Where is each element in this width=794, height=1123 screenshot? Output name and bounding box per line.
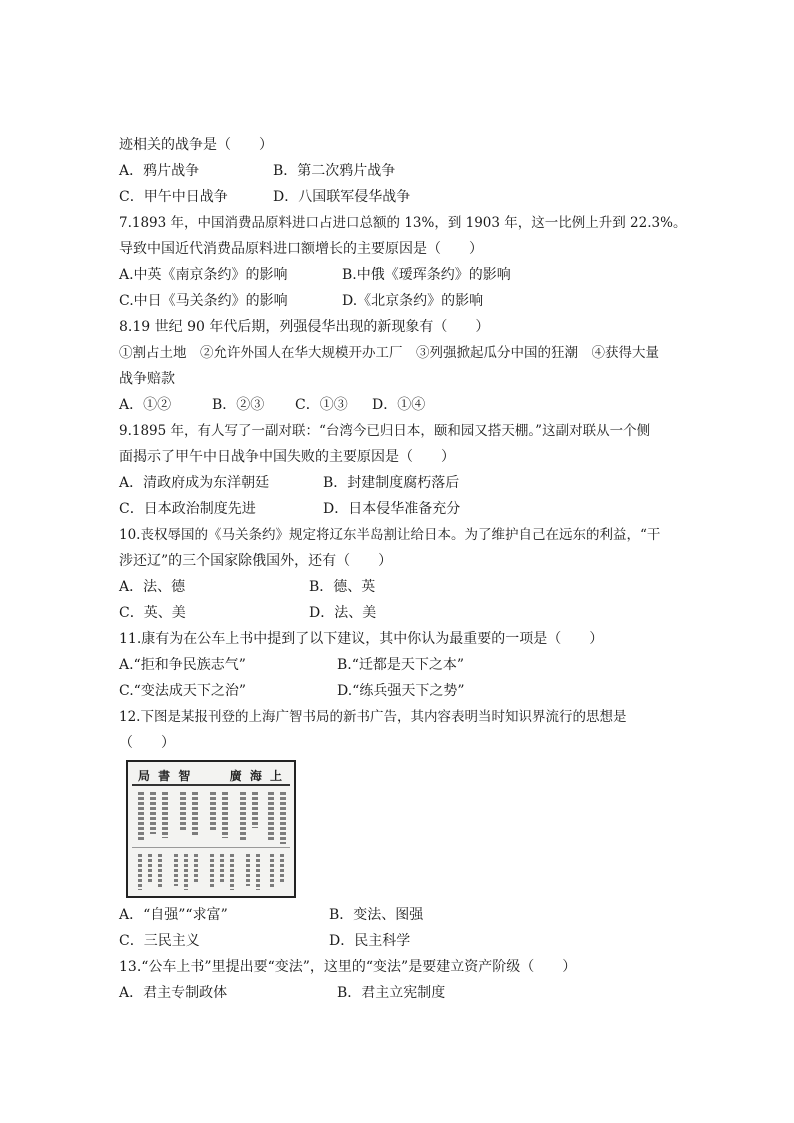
q11-stem: 11.康有为在公车上书中提到了以下建议，其中你认为最重要的一项是（ ） bbox=[119, 631, 604, 647]
ad-text-column bbox=[256, 854, 260, 890]
ad-text-column bbox=[280, 854, 284, 884]
ad-divider bbox=[132, 847, 290, 848]
q12-stem-line1: 12.下图是某报刊登的上海广智书局的新书广告，其内容表明当时知识界流行的思想是 bbox=[119, 709, 627, 725]
q8-option-b: B．②③ bbox=[212, 397, 265, 413]
q10-option-b: B．德、英 bbox=[309, 579, 376, 595]
q6-stem-tail: 迹相关的战争是（ ） bbox=[119, 137, 273, 153]
ad-text-column bbox=[268, 792, 274, 842]
q9-option-a: A．清政府成为东洋朝廷 bbox=[119, 475, 270, 491]
q9-option-d: D．日本侵华准备充分 bbox=[323, 501, 461, 517]
advertisement-header-right: 廣 海 上 bbox=[229, 768, 284, 783]
q6-option-c: C．甲午中日战争 bbox=[119, 189, 228, 205]
q11-option-c: C.“变法成天下之治” bbox=[119, 683, 246, 699]
q6-option-d: D．八国联军侵华战争 bbox=[273, 189, 411, 205]
ad-text-column bbox=[220, 854, 224, 884]
ad-text-column bbox=[150, 792, 156, 834]
q10-option-d: D．法、美 bbox=[309, 605, 377, 621]
q10-option-a: A．法、德 bbox=[119, 579, 186, 595]
q9-option-b: B．封建制度腐朽落后 bbox=[323, 475, 460, 491]
ad-text-column bbox=[148, 854, 152, 884]
ad-text-column bbox=[252, 792, 258, 828]
q12-option-d: D．民主科学 bbox=[329, 933, 411, 949]
q6-option-a: A．鸦片战争 bbox=[119, 163, 200, 179]
q6-option-b: B．第二次鸦片战争 bbox=[273, 163, 396, 179]
q7-option-c: C.中日《马关条约》的影响 bbox=[119, 293, 288, 309]
q9-stem-line2: 面揭示了甲午中日战争中国失败的主要原因是（ ） bbox=[119, 449, 455, 465]
q8-statements-line2: 战争赔款 bbox=[119, 371, 175, 387]
ad-text-column bbox=[138, 854, 142, 890]
advertisement-header bbox=[132, 766, 290, 786]
q7-stem-line2: 导致中国近代消费品原料进口额增长的主要原因是（ ） bbox=[119, 241, 483, 257]
q9-option-c: C．日本政治制度先进 bbox=[119, 501, 256, 517]
bookstore-advertisement-image bbox=[126, 760, 296, 898]
ad-text-column bbox=[240, 792, 246, 840]
q12-option-b: B．变法、图强 bbox=[329, 907, 424, 923]
q11-option-d: D.“练兵强天下之势” bbox=[337, 683, 465, 699]
q10-stem-line2: 涉还辽”的三个国家除俄国外，还有（ ） bbox=[119, 553, 393, 569]
q12-stem-line2: （ ） bbox=[119, 735, 175, 751]
ad-text-column bbox=[246, 854, 250, 886]
ad-text-column bbox=[210, 854, 214, 888]
q10-stem-line1: 10.丧权辱国的《马关条约》规定将辽东半岛割让给日本。为了维护自己在远东的利益，“干 bbox=[119, 527, 661, 543]
q12-option-c: C．三民主义 bbox=[119, 933, 200, 949]
q13-stem: 13.“公车上书”里提出要“变法”，这里的“变法”是要建立资产阶级（ ） bbox=[119, 959, 577, 975]
ad-text-column bbox=[158, 854, 162, 888]
ad-text-column bbox=[230, 854, 234, 890]
q7-option-b: B.中俄《瑷珲条约》的影响 bbox=[342, 267, 511, 283]
ad-text-column bbox=[192, 792, 198, 836]
q7-option-d: D.《北京条约》的影响 bbox=[342, 293, 484, 309]
q10-option-c: C．英、美 bbox=[119, 605, 186, 621]
q13-option-a: A．君主专制政体 bbox=[119, 985, 228, 1001]
ad-text-column bbox=[194, 854, 198, 882]
q7-stem-line1: 7.1893 年，中国消费品原料进口占进口总额的 13%，到 1903 年，这一比例上升到 22.3%。 bbox=[119, 215, 687, 231]
ad-text-column bbox=[222, 792, 228, 838]
ad-text-column bbox=[184, 854, 188, 890]
q8-option-d: D．①④ bbox=[372, 397, 426, 413]
ad-text-column bbox=[138, 792, 144, 842]
q12-option-a: A．“自强”“求富” bbox=[119, 907, 228, 923]
ad-text-column bbox=[162, 792, 168, 838]
q9-stem-line1: 9.1895 年，有人写了一副对联：“台湾今已归日本，颐和园又搭天棚。”这副对联从一个侧 bbox=[119, 423, 651, 439]
q11-option-b: B.“迁都是天下之本” bbox=[337, 657, 465, 673]
ad-text-column bbox=[280, 792, 286, 844]
ad-text-column bbox=[210, 792, 216, 832]
q8-statements-line1: ①割占土地 ②允许外国人在华大规模开办工厂 ③列强掀起瓜分中国的狂潮 ④获得大量 bbox=[119, 345, 659, 361]
q8-option-a: A．①② bbox=[119, 397, 172, 413]
ad-text-column bbox=[270, 854, 274, 888]
ad-text-column bbox=[174, 854, 178, 886]
q8-option-c: C．①③ bbox=[295, 397, 348, 413]
advertisement-header-left: 局 書 智 bbox=[138, 768, 193, 783]
q13-option-b: B．君主立宪制度 bbox=[337, 985, 446, 1001]
q7-option-a: A.中英《南京条约》的影响 bbox=[119, 267, 288, 283]
q8-stem: 8.19 世纪 90 年代后期，列强侵华出现的新现象有（ ） bbox=[119, 319, 490, 335]
ad-text-column bbox=[180, 792, 186, 830]
q11-option-a: A.“拒和争民族志气” bbox=[119, 657, 246, 673]
